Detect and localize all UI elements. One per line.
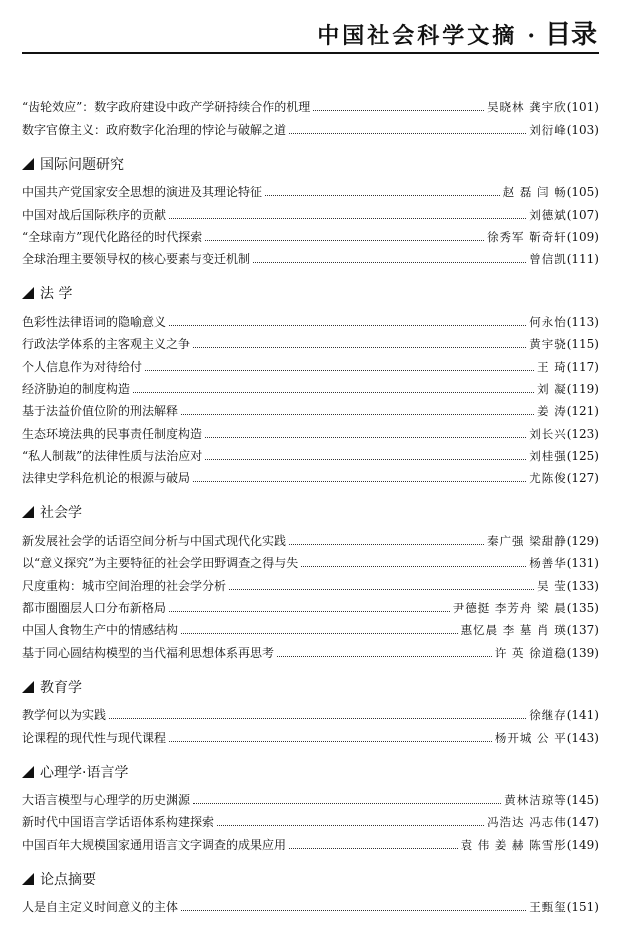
entry-page: (105) xyxy=(566,185,599,200)
entry-authors: 秦广强 梁甜静 xyxy=(487,533,567,548)
dot-leader xyxy=(181,633,458,634)
entry-authors: 徐秀军 靳奇轩 xyxy=(487,229,567,244)
dot-leader xyxy=(169,741,492,742)
dot-leader xyxy=(193,803,501,804)
entry-page: (109) xyxy=(566,229,599,244)
toc-entry[interactable] xyxy=(22,177,599,199)
toc-entry[interactable] xyxy=(22,807,599,829)
toc-entry[interactable] xyxy=(22,637,599,659)
entry-authors: 刘德斌 xyxy=(529,207,567,222)
entry-page: (145) xyxy=(566,792,599,807)
entry-authors: 刘桂强 xyxy=(529,449,567,464)
dot-leader xyxy=(217,825,484,826)
entry-authors: 黄林洁琼等 xyxy=(504,792,567,807)
entry-title: 中国人食物生产中的情感结构 xyxy=(22,623,179,638)
section-title: 心理学·语言学 xyxy=(40,764,129,781)
entry-authors: 黄宇骁 xyxy=(529,337,567,352)
entry-authors: 许 英 徐道稳 xyxy=(494,645,567,660)
section-title: 法 学 xyxy=(40,286,73,303)
contents-heading: 目录 xyxy=(544,20,597,50)
entry-title: “全球南方”现代化路径的时代探索 xyxy=(22,229,203,244)
toc-section xyxy=(22,868,599,914)
entry-authors: 赵 磊 闫 畅 xyxy=(502,185,567,200)
entry-title: 论课程的现代性与现代课程 xyxy=(22,730,167,745)
entry-title: “私人制裁”的法律性质与法治应对 xyxy=(22,449,203,464)
dot-leader xyxy=(289,544,484,545)
entry-authors: 王 琦 xyxy=(537,359,567,374)
section-heading xyxy=(22,501,599,523)
toc-entry[interactable] xyxy=(22,351,599,373)
section-heading xyxy=(22,676,599,698)
triangle-marker-icon xyxy=(22,766,34,778)
dot-leader xyxy=(181,414,534,415)
section-title: 国际问题研究 xyxy=(40,156,124,173)
dot-leader xyxy=(301,566,526,567)
toc-entry[interactable] xyxy=(22,593,599,615)
entry-page: (149) xyxy=(566,837,599,852)
entry-title: 基于同心圆结构模型的当代福利思想体系再思考 xyxy=(22,645,275,660)
dot-leader xyxy=(313,110,484,111)
entry-title: 法律史学科危机论的根源与破局 xyxy=(22,471,191,486)
toc-section xyxy=(22,153,599,267)
dot-leader xyxy=(145,370,534,371)
toc-entry[interactable] xyxy=(22,222,599,244)
entry-title: 都市圈圈层人口分布新格局 xyxy=(22,601,167,616)
dot-leader xyxy=(289,133,526,134)
toc-entry[interactable] xyxy=(22,92,599,114)
entry-title: 新时代中国语言学话语体系构建探索 xyxy=(22,815,215,830)
triangle-marker-icon xyxy=(22,681,34,693)
entry-title: 中国百年大规模国家通用语言文字调查的成果应用 xyxy=(22,837,287,852)
page-header xyxy=(317,14,597,51)
toc-section xyxy=(22,92,599,137)
entry-title: 人是自主定义时间意义的主体 xyxy=(22,900,179,915)
toc-entry[interactable] xyxy=(22,548,599,570)
entry-page: (133) xyxy=(566,578,599,593)
entry-page: (151) xyxy=(566,900,599,915)
entry-page: (129) xyxy=(566,533,599,548)
toc-entry[interactable] xyxy=(22,441,599,463)
entry-page: (143) xyxy=(566,730,599,745)
entry-authors: 杨开城 公 平 xyxy=(494,730,567,745)
toc-entry[interactable] xyxy=(22,418,599,440)
entry-page: (135) xyxy=(566,601,599,616)
entry-page: (101) xyxy=(566,100,599,115)
toc-entry[interactable] xyxy=(22,463,599,485)
toc-entry[interactable] xyxy=(22,785,599,807)
toc-entry[interactable] xyxy=(22,244,599,266)
entry-title: 生态环境法典的民事责任制度构造 xyxy=(22,426,203,441)
section-title: 教育学 xyxy=(40,679,82,696)
toc-entry[interactable] xyxy=(22,374,599,396)
dot-leader xyxy=(169,325,526,326)
entry-title: 行政法学体系的主客观主义之争 xyxy=(22,337,191,352)
entry-page: (117) xyxy=(566,359,599,374)
entry-title: 中国对战后国际秩序的贡献 xyxy=(22,207,167,222)
entry-page: (107) xyxy=(566,207,599,222)
toc-section xyxy=(22,501,599,659)
entry-page: (131) xyxy=(566,556,599,571)
toc-entry[interactable] xyxy=(22,114,599,136)
section-heading xyxy=(22,282,599,304)
dot-leader xyxy=(181,910,526,911)
entry-title: 大语言模型与心理学的历史渊源 xyxy=(22,792,191,807)
entry-title: 新发展社会学的话语空间分析与中国式现代化实践 xyxy=(22,533,287,548)
entry-authors: 刘长兴 xyxy=(529,426,567,441)
toc-entry[interactable] xyxy=(22,570,599,592)
entry-title: 个人信息作为对待给付 xyxy=(22,359,143,374)
entry-title: 中国共产党国家安全思想的演进及其理论特征 xyxy=(22,185,263,200)
entry-authors: 惠忆晨 李 墓 肖 瑛 xyxy=(460,623,567,638)
triangle-marker-icon xyxy=(22,506,34,518)
toc-entry[interactable] xyxy=(22,329,599,351)
toc-section xyxy=(22,282,599,485)
toc-entry[interactable] xyxy=(22,722,599,744)
entry-authors: 尤陈俊 xyxy=(529,471,567,486)
entry-title: 数字官僚主义：政府数字化治理的悖论与破解之道 xyxy=(22,122,287,137)
toc-entry[interactable] xyxy=(22,615,599,637)
journal-title: 中国社会科学文摘 xyxy=(317,23,518,49)
entry-title: 全球治理主要领导权的核心要素与变迁机制 xyxy=(22,252,251,267)
entry-page: (115) xyxy=(566,337,599,352)
toc-entry[interactable] xyxy=(22,700,599,722)
entry-authors: 王甄玺 xyxy=(529,900,567,915)
entry-authors: 袁 伟 姜 赫 陈雪彤 xyxy=(460,837,567,852)
entry-page: (125) xyxy=(566,449,599,464)
table-of-contents xyxy=(22,92,599,930)
dot-leader xyxy=(205,437,526,438)
entry-authors: 吴 莹 xyxy=(537,578,567,593)
section-title: 论点摘要 xyxy=(40,871,96,888)
entry-page: (139) xyxy=(566,645,599,660)
entry-title: 色彩性法律语词的隐喻意义 xyxy=(22,314,167,329)
toc-section xyxy=(22,761,599,852)
dot-leader xyxy=(169,218,526,219)
entry-authors: 何永怡 xyxy=(529,314,567,329)
entry-page: (147) xyxy=(566,815,599,830)
section-heading xyxy=(22,153,599,175)
entry-authors: 冯浩达 冯志伟 xyxy=(487,815,567,830)
dot-leader xyxy=(205,240,484,241)
entry-page: (127) xyxy=(566,471,599,486)
entry-title: “齿轮效应”：数字政府建设中政产学研持续合作的机理 xyxy=(22,100,311,115)
toc-entry[interactable] xyxy=(22,525,599,547)
dot-leader xyxy=(205,459,526,460)
entry-title: 经济胁迫的制度构造 xyxy=(22,381,131,396)
entry-authors: 刘衍峰 xyxy=(529,122,567,137)
entry-page: (119) xyxy=(566,381,599,396)
header-separator: · xyxy=(527,23,535,49)
entry-page: (103) xyxy=(566,122,599,137)
entry-authors: 吴晓林 龚宇欣 xyxy=(487,100,567,115)
toc-entry[interactable] xyxy=(22,306,599,328)
entry-title: 教学何以为实践 xyxy=(22,708,107,723)
toc-entry[interactable] xyxy=(22,892,599,914)
header-rule xyxy=(22,52,599,54)
entry-authors: 姜 涛 xyxy=(537,404,567,419)
entry-authors: 曾信凯 xyxy=(529,252,567,267)
entry-page: (137) xyxy=(566,623,599,638)
entry-page: (123) xyxy=(566,426,599,441)
triangle-marker-icon xyxy=(22,287,34,299)
section-heading xyxy=(22,868,599,890)
dot-leader xyxy=(193,347,526,348)
dot-leader xyxy=(169,611,450,612)
dot-leader xyxy=(289,848,458,849)
dot-leader xyxy=(253,262,526,263)
toc-entry[interactable] xyxy=(22,829,599,851)
toc-entry[interactable] xyxy=(22,396,599,418)
entry-page: (121) xyxy=(566,404,599,419)
dot-leader xyxy=(193,481,526,482)
entry-title: 基于法益价值位阶的刑法解释 xyxy=(22,404,179,419)
triangle-marker-icon xyxy=(22,158,34,170)
entry-title: 以“意义探究”为主要特征的社会学田野调查之得与失 xyxy=(22,556,299,571)
toc-entry[interactable] xyxy=(22,199,599,221)
entry-page: (141) xyxy=(566,708,599,723)
entry-page: (113) xyxy=(566,314,599,329)
triangle-marker-icon xyxy=(22,873,34,885)
section-title: 社会学 xyxy=(40,505,82,522)
dot-leader xyxy=(277,656,492,657)
dot-leader xyxy=(109,718,526,719)
dot-leader xyxy=(229,589,534,590)
entry-authors: 刘 凝 xyxy=(537,381,567,396)
dot-leader xyxy=(265,195,500,196)
section-heading xyxy=(22,761,599,783)
entry-authors: 杨善华 xyxy=(529,556,567,571)
entry-title: 尺度重构：城市空间治理的社会学分析 xyxy=(22,578,227,593)
dot-leader xyxy=(133,392,534,393)
entry-authors: 尹德挺 李芳舟 梁 晨 xyxy=(452,601,567,616)
entry-page: (111) xyxy=(566,252,599,267)
entry-authors: 徐继存 xyxy=(529,708,567,723)
toc-section xyxy=(22,676,599,745)
